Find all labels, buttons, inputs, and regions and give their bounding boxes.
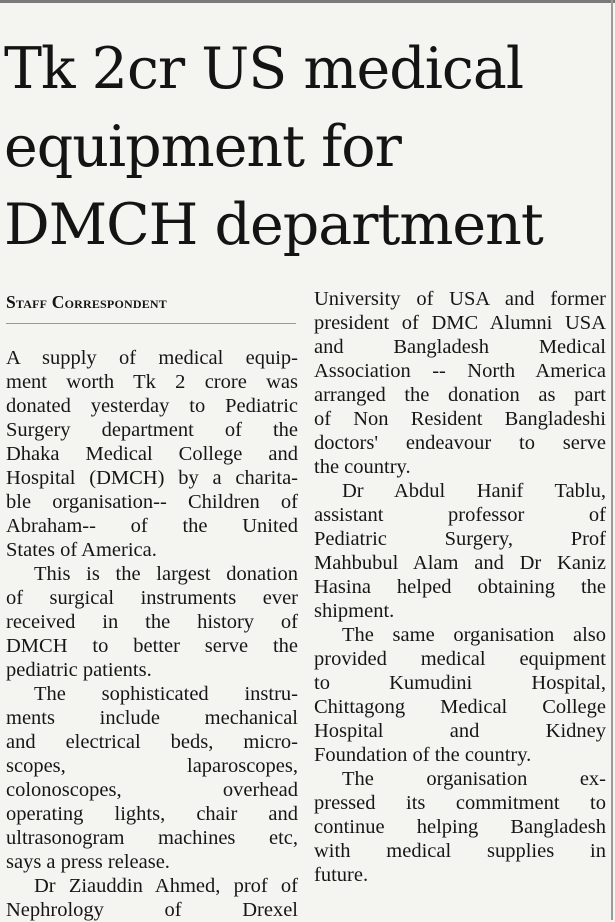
text-line: Abraham-- of the United (6, 515, 298, 537)
text-line: and electrical beds, micro- (6, 731, 298, 753)
right-border-rule (611, 0, 613, 920)
text-line: pediatric patients. (6, 659, 152, 681)
article-column-left (6, 286, 298, 922)
text-line: Mahbubul Alam and Dr Kaniz (314, 552, 606, 574)
text-line: arranged the donation as part (314, 384, 606, 406)
text-line: scopes, laparoscopes, (6, 755, 298, 777)
text-line: A supply of medical equip- (6, 347, 298, 369)
text-line: Hospital and Kidney (314, 720, 606, 742)
headline (4, 30, 609, 264)
text-line: DMCH to better serve the (6, 635, 298, 657)
text-line: ment worth Tk 2 crore was (6, 371, 298, 393)
article-column-right (314, 287, 606, 887)
text-line: to Kumudini Hospital, (314, 672, 606, 694)
top-border-rule (0, 0, 615, 3)
text-line: president of DMC Alumni USA (314, 312, 606, 334)
byline-divider (6, 323, 296, 324)
text-line: The same organisation also (342, 624, 606, 646)
text-line: colonoscopes, overhead (6, 779, 298, 801)
text-line: received in the history of (6, 611, 298, 633)
text-line: ultrasonogram machines etc, (6, 827, 298, 849)
text-line: provided medical equipment (314, 648, 606, 670)
headline-line: Tk 2cr US medical (4, 36, 524, 102)
text-line: Association -- North America (314, 360, 606, 382)
text-line: Dr Ziauddin Ahmed, prof of (34, 875, 298, 897)
text-line: The sophisticated instru- (34, 683, 298, 705)
text-line: Chittagong Medical College (314, 696, 606, 718)
text-line: with medical supplies in (314, 840, 606, 862)
text-line: operating lights, chair and (6, 803, 298, 825)
text-line: and Bangladesh Medical (314, 336, 606, 358)
text-line: donated yesterday to Pediatric (6, 395, 298, 417)
text-line: Pediatric Surgery, Prof (314, 528, 606, 550)
text-line: Dhaka Medical College and (6, 443, 298, 465)
text-line: States of America. (6, 539, 157, 561)
headline-line: DMCH department (4, 192, 543, 258)
headline-line: equipment for (4, 114, 401, 180)
text-line: The organisation ex- (342, 768, 606, 790)
text-line: assistant professor of (314, 504, 606, 526)
text-line: of Non Resident Bangladeshi (314, 408, 606, 430)
text-line: University of USA and former (314, 288, 606, 310)
text-line: continue helping Bangladesh (314, 816, 606, 838)
text-line: Foundation of the country. (314, 744, 532, 766)
text-line: Hasina helped obtaining the (314, 576, 606, 598)
text-line: ments include mechanical (6, 707, 298, 729)
text-line: shipment. (314, 600, 395, 622)
text-line: ble organisation-- Children of (6, 491, 298, 513)
text-line: Surgery department of the (6, 419, 298, 441)
text-line: This is the largest donation (34, 563, 298, 585)
text-line: Hospital (DMCH) by a charita- (6, 467, 298, 489)
text-line: doctors' endeavour to serve (314, 432, 606, 454)
text-line: Nephrology of Drexel (6, 899, 298, 921)
text-line: Dr Abdul Hanif Tablu, (342, 480, 606, 502)
text-line: says a press release. (6, 851, 170, 873)
text-line: of surgical instruments ever (6, 587, 298, 609)
text-line: future. (314, 864, 369, 886)
byline: Staff Correspondent (6, 292, 167, 312)
text-line: the country. (314, 456, 411, 478)
text-line: pressed its commitment to (314, 792, 606, 814)
